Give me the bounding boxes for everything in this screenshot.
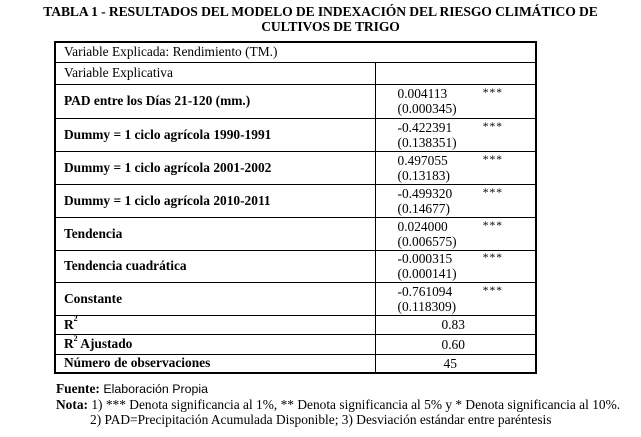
coefficient-rows (55, 84, 536, 315)
r2-label-text: R (64, 316, 74, 332)
source-note (56, 381, 620, 397)
coefficient-cell (375, 282, 536, 315)
coefficient-wrapper (376, 153, 536, 183)
table-title (0, 4, 641, 34)
coefficient-wrapper (376, 251, 536, 281)
variable-label: Constante (55, 282, 375, 315)
explanatory-variable-header: Variable Explicativa (55, 62, 375, 84)
table-row (55, 151, 536, 184)
note-label: Nota: (56, 397, 88, 412)
standard-error-value: (0.118309) (397, 298, 457, 314)
r2-adjusted-label-suffix: Ajustado (77, 336, 133, 351)
r2-superscript: 2 (73, 314, 78, 324)
r2-row (55, 315, 536, 334)
r2-adjusted-label (55, 334, 375, 354)
coefficient-cell (375, 217, 536, 250)
variable-label: PAD entre los Días 21-120 (mm.) (55, 84, 375, 118)
dependent-variable-header: Variable Explicada: Rendimiento (TM.) (55, 42, 536, 62)
significance-stars: *** (482, 153, 504, 166)
variable-label: Dummy = 1 ciclo agrícola 1990-1991 (55, 118, 375, 151)
header-row-explanatory (55, 62, 536, 84)
coefficient-wrapper (376, 219, 536, 249)
r2-value: 0.83 (441, 317, 465, 332)
table-row (55, 184, 536, 217)
coefficient-wrapper (376, 186, 536, 216)
variable-label: Tendencia (55, 217, 375, 250)
results-table (54, 41, 537, 374)
table-row (55, 250, 536, 282)
note-line-2: 2) PAD=Precipitación Acumulada Disponible; 3) Desviación estándar entre paréntesis (90, 412, 552, 427)
coefficient-value: 0.497055 (397, 152, 448, 168)
table-row (55, 84, 536, 118)
observations-value-cell (375, 354, 536, 373)
explanatory-header-empty-cell (375, 62, 536, 84)
coefficient-value: -0.761094 (397, 283, 453, 299)
coefficient-value: 0.004113 (397, 86, 448, 101)
standard-error-value: (0.006575) (397, 233, 457, 249)
source-text: Elaboración Propia (99, 382, 209, 396)
r2-value-cell (375, 315, 536, 334)
significance-stars: *** (482, 186, 504, 199)
coefficient-cell (375, 151, 536, 184)
table-notes (56, 381, 620, 427)
observations-row (55, 354, 536, 373)
note-line-1-text: 1) *** Denota significancia al 1%, ** Denota significancia al 5% y * Denota significancia al 10%. (87, 397, 621, 412)
r2-adjusted-value-cell (375, 334, 536, 354)
variable-label: Dummy = 1 ciclo agrícola 2010-2011 (55, 184, 375, 217)
r2-label (55, 315, 375, 334)
standard-error-value: (0.000345) (397, 101, 457, 116)
table-title-line-2: CULTIVOS DE TRIGO (261, 19, 400, 34)
standard-error-value: (0.138351) (397, 134, 457, 150)
r2-adjusted-label-text: R (64, 336, 74, 351)
coefficient-wrapper (376, 86, 536, 116)
coefficient-value: -0.422391 (397, 119, 453, 135)
observations-label: Número de observaciones (55, 354, 375, 373)
variable-label: Tendencia cuadrática (55, 250, 375, 282)
variable-label: Dummy = 1 ciclo agrícola 2001-2002 (55, 151, 375, 184)
coefficient-wrapper (376, 284, 536, 314)
observations-value: 45 (443, 355, 457, 371)
coefficient-wrapper (376, 120, 536, 150)
coefficient-cell (375, 184, 536, 217)
source-label: Fuente: (56, 381, 100, 396)
table-row (55, 217, 536, 250)
standard-error-value: (0.14677) (397, 200, 450, 216)
coefficient-cell (375, 84, 536, 118)
significance-stars: *** (482, 219, 504, 232)
note-line-1 (56, 397, 620, 412)
r2-adjusted-superscript: 2 (73, 333, 78, 343)
table-row (55, 118, 536, 151)
significance-stars: *** (482, 120, 504, 133)
r2-adjusted-row (55, 334, 536, 354)
coefficient-value: -0.499320 (397, 185, 453, 201)
header-row-dependent (55, 42, 536, 62)
standard-error-value: (0.13183) (397, 167, 450, 183)
significance-stars: *** (482, 87, 504, 99)
coefficient-cell (375, 118, 536, 151)
significance-stars: *** (482, 284, 504, 297)
significance-stars: *** (482, 252, 504, 264)
table-row (55, 282, 536, 315)
r2-adjusted-value: 0.60 (441, 336, 465, 352)
coefficient-value: 0.024000 (397, 218, 448, 234)
table-title-line-1: TABLA 1 - RESULTADOS DEL MODELO DE INDEXACIÓN DEL RIESGO CLIMÁTICO DE (43, 4, 598, 19)
coefficient-value: -0.000315 (397, 251, 453, 266)
standard-error-value: (0.000141) (397, 266, 457, 281)
coefficient-cell (375, 250, 536, 282)
